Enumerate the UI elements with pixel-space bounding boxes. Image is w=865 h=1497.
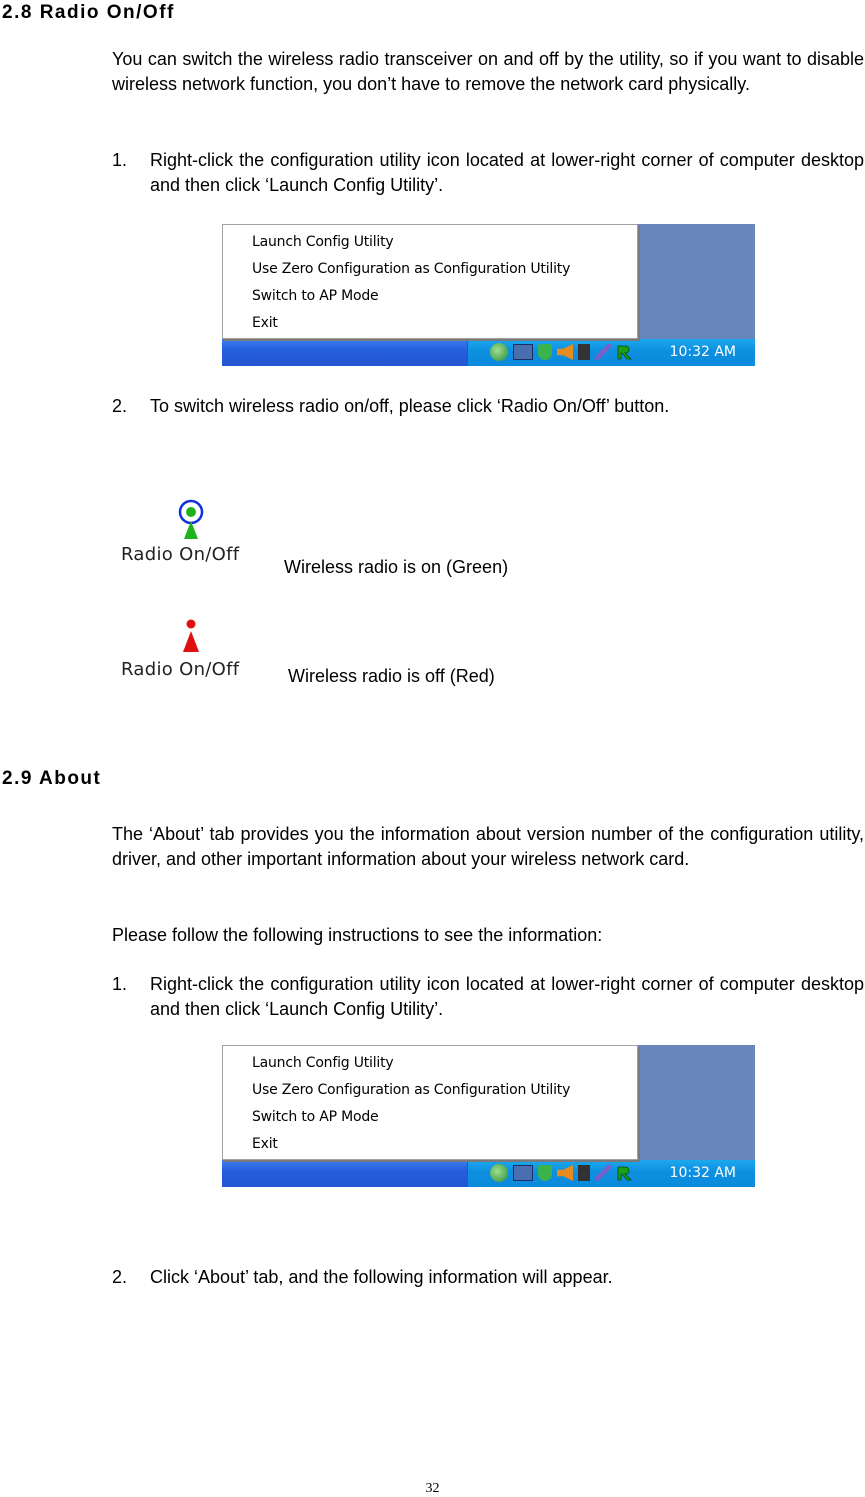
page-number: 32 bbox=[425, 1481, 440, 1496]
pen-icon bbox=[595, 344, 611, 360]
radio-on-button[interactable] bbox=[115, 497, 265, 569]
speaker-icon bbox=[557, 344, 573, 360]
tray-clock: 10:32 AM bbox=[669, 1165, 736, 1181]
menu-item-launch-config-utility[interactable]: Launch Config Utility bbox=[252, 234, 394, 250]
about-step-1-number: 1. bbox=[112, 974, 128, 994]
radio-step-1 bbox=[112, 148, 864, 198]
about-instructions: Please follow the following instructions to see the information: bbox=[112, 925, 603, 945]
shield-icon bbox=[538, 344, 552, 360]
about-step-2-text: Click ‘About’ tab, and the following information will appear. bbox=[150, 1267, 613, 1287]
radio-on-antenna-icon bbox=[175, 497, 207, 543]
menu-item-switch-to-ap-mode[interactable]: Switch to AP Mode bbox=[252, 1109, 379, 1125]
monitor-icon bbox=[513, 344, 533, 360]
tray-context-menu bbox=[222, 1045, 638, 1160]
wireless-utility-tray-icon[interactable] bbox=[616, 343, 634, 361]
radio-off-antenna-icon bbox=[175, 618, 207, 658]
menu-item-use-zero-configuration[interactable]: Use Zero Configuration as Configuration Utility bbox=[252, 261, 571, 277]
menu-item-use-zero-configuration[interactable]: Use Zero Configuration as Configuration Utility bbox=[252, 1082, 571, 1098]
about-step-1 bbox=[112, 972, 864, 1022]
about-intro-paragraph: The ‘About’ tab provides you the information about version number of the configuration utility, driver, and other important information about your wireless network card. bbox=[112, 824, 864, 869]
tray-menu-screenshot-1 bbox=[222, 224, 755, 366]
speaker-icon bbox=[557, 1165, 573, 1181]
network-globe-icon bbox=[490, 1164, 508, 1182]
about-step-1-text: Right-click the configuration utility icon located at lower-right corner of computer desktop and then click ‘Launch Config Utility’. bbox=[150, 974, 864, 1019]
radio-step-2-number: 2. bbox=[112, 396, 128, 416]
radio-step-2 bbox=[112, 394, 864, 419]
section-heading-radio: 2.8 Radio On/Off bbox=[2, 2, 175, 23]
tray-icons bbox=[490, 342, 634, 362]
radio-on-button-label: Radio On/Off bbox=[121, 544, 240, 565]
menu-item-exit[interactable]: Exit bbox=[252, 1136, 278, 1152]
radio-off-button-label: Radio On/Off bbox=[121, 659, 240, 680]
radio-off-button[interactable] bbox=[115, 612, 265, 684]
monitor-icon bbox=[513, 1165, 533, 1181]
radio-step-2-text: To switch wireless radio on/off, please click ‘Radio On/Off’ button. bbox=[150, 396, 670, 416]
network-globe-icon bbox=[490, 343, 508, 361]
pen-icon bbox=[595, 1165, 611, 1181]
radio-step-1-text: Right-click the configuration utility icon located at lower-right corner of computer desktop and then click ‘Launch Config Utility’. bbox=[150, 150, 864, 195]
radio-intro-paragraph: You can switch the wireless radio transceiver on and off by the utility, so if you want to disable wireless network function, you don’t have to remove the network card physically. bbox=[112, 49, 864, 94]
tray-context-menu bbox=[222, 224, 638, 339]
about-step-2-number: 2. bbox=[112, 1267, 128, 1287]
radio-step-1-number: 1. bbox=[112, 150, 128, 170]
tray-menu-screenshot-2 bbox=[222, 1045, 755, 1187]
radio-on-caption: Wireless radio is on (Green) bbox=[284, 557, 509, 577]
tray-icons bbox=[490, 1163, 634, 1183]
tray-clock: 10:32 AM bbox=[669, 344, 736, 360]
volume-icon bbox=[578, 1165, 590, 1181]
shield-icon bbox=[538, 1165, 552, 1181]
volume-icon bbox=[578, 344, 590, 360]
radio-off-caption: Wireless radio is off (Red) bbox=[288, 666, 495, 686]
about-step-2 bbox=[112, 1265, 864, 1290]
menu-item-launch-config-utility[interactable]: Launch Config Utility bbox=[252, 1055, 394, 1071]
section-heading-about: 2.9 About bbox=[2, 768, 102, 789]
menu-item-switch-to-ap-mode[interactable]: Switch to AP Mode bbox=[252, 288, 379, 304]
wireless-utility-tray-icon[interactable] bbox=[616, 1164, 634, 1182]
menu-item-exit[interactable]: Exit bbox=[252, 315, 278, 331]
